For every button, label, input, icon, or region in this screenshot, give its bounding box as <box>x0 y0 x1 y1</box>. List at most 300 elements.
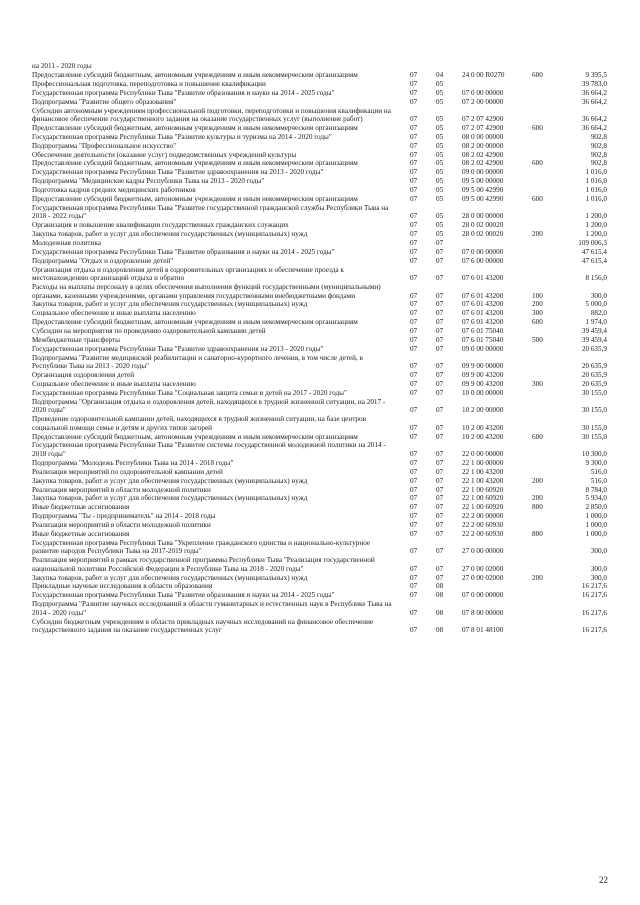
row-target-code: 09 5 00 42990 <box>462 186 504 195</box>
table-row <box>32 62 607 70</box>
row-section: 07 <box>410 221 418 230</box>
row-target-code: 09 0 00 00000 <box>462 168 504 177</box>
table-row <box>32 204 607 221</box>
row-amount: 16 217,6 <box>581 582 607 591</box>
row-name: Закупка товаров, работ и услуг для обеспечения государственных (муниципальных) нужд <box>32 300 308 309</box>
table-row <box>32 71 607 79</box>
row-amount: 36 664,2 <box>581 88 607 97</box>
table-row <box>32 345 607 353</box>
row-section: 07 <box>410 88 418 97</box>
row-name: Социальное обеспечение и иные выплаты населению <box>32 380 196 389</box>
row-name: Подпрограмма "Медицинские кадры Республики Тыва на 2013 - 2020 годы" <box>32 177 265 186</box>
row-amount: 36 664,2 <box>581 97 607 106</box>
row-target-code: 09 0 00 00000 <box>462 345 504 353</box>
row-amount: 1 016,0 <box>585 177 607 186</box>
row-section: 07 <box>410 582 418 591</box>
row-amount: 1 000,0 <box>585 512 607 521</box>
row-amount: 20 635,9 <box>581 362 607 371</box>
row-amount: 5 934,0 <box>585 494 607 503</box>
row-section: 07 <box>410 476 418 485</box>
row-amount: 1 016,0 <box>585 168 607 177</box>
row-subsection: 05 <box>436 186 444 195</box>
row-amount: 47 615,4 <box>581 248 607 257</box>
row-target-code: 27 0 00 02000 <box>462 564 504 573</box>
row-name: Профессиональная подготовка, переподготовка и повышение квалификации <box>32 79 266 88</box>
row-subsection: 07 <box>436 362 444 371</box>
table-row <box>32 503 607 511</box>
row-section: 07 <box>410 485 418 494</box>
row-section: 07 <box>410 547 418 556</box>
row-subsection: 07 <box>436 300 444 309</box>
row-target-code: 28 0 02 00020 <box>462 230 504 239</box>
row-section: 07 <box>410 591 418 600</box>
row-expense-type: 300 <box>532 380 543 389</box>
row-name: Субсидии бюджетным учреждениям в области прикладных научных исследований на финансовое обеспечение государственного задания на оказание государственных услуг <box>32 617 374 634</box>
row-name: Предоставление субсидий бюджетным, автономным учреждениям и иным некоммерческим организациям <box>32 123 358 132</box>
row-expense-type: 200 <box>532 494 543 503</box>
row-subsection: 07 <box>436 485 444 494</box>
row-name: Государственная программа Республики Тыва "Развитие образования и науки на 2014 - 2025 годы" <box>32 248 335 257</box>
row-amount: 902,8 <box>590 159 607 168</box>
row-subsection: 05 <box>436 159 444 168</box>
row-target-code: 09 5 00 00000 <box>462 177 504 186</box>
row-expense-type: 600 <box>532 432 543 441</box>
row-amount: 1 974,0 <box>585 318 607 327</box>
row-amount: 39 459,4 <box>581 336 607 345</box>
table-row <box>32 389 607 397</box>
row-subsection: 05 <box>436 114 444 123</box>
row-expense-type: 200 <box>532 476 543 485</box>
row-name: Предоставление субсидий бюджетным, автономным учреждениям и иным некоммерческим организациям <box>32 432 358 441</box>
row-amount: 1 200,0 <box>585 212 607 221</box>
row-expense-type: 200 <box>532 573 543 582</box>
row-section: 07 <box>410 132 418 141</box>
row-expense-type: 600 <box>532 318 543 327</box>
row-section: 07 <box>410 70 418 79</box>
row-amount: 8 784,0 <box>585 485 607 494</box>
row-amount: 20 635,9 <box>581 345 607 353</box>
table-row <box>32 309 607 317</box>
row-name: Подпрограмма "Развитие общего образования" <box>32 97 177 106</box>
row-expense-type: 600 <box>532 70 543 79</box>
table-row <box>32 618 607 635</box>
row-section: 07 <box>410 186 418 195</box>
budget-table <box>32 62 607 635</box>
row-name: Государственная программа Республики Тыва "Развитие здравоохранения на 2013 - 2020 годы" <box>32 345 324 353</box>
row-target-code: 07 6 01 43200 <box>462 274 504 283</box>
row-target-code: 08 2 02 42900 <box>462 159 504 168</box>
row-target-code: 07 2 07 42900 <box>462 114 504 123</box>
row-amount: 1 000,0 <box>585 530 607 539</box>
table-row <box>32 521 607 529</box>
table-row <box>32 354 607 371</box>
row-subsection: 07 <box>436 256 444 265</box>
row-name: на 2011 - 2020 годы <box>32 62 92 70</box>
row-subsection: 07 <box>436 248 444 257</box>
row-amount: 300,0 <box>590 564 607 573</box>
row-subsection: 07 <box>436 503 444 512</box>
row-amount: 47 615,4 <box>581 256 607 265</box>
row-section: 07 <box>410 564 418 573</box>
table-row <box>32 327 607 335</box>
row-name: Расходы на выплаты персоналу в целях обеспечения выполнения функций государственными (муниципальными) органами, казенными учреждениями, органами управления государственными внебюджетными фондами <box>32 283 381 300</box>
table-row <box>32 336 607 344</box>
row-target-code: 09 5 00 42990 <box>462 195 504 204</box>
row-name: Закупка товаров, работ и услуг для обеспечения государственных (муниципальных) нужд <box>32 476 308 485</box>
row-name: Закупка товаров, работ и услуг для обеспечения государственных (муниципальных) нужд <box>32 494 308 503</box>
row-name: Государственная программа Республики Тыва "Развитие образования и науки на 2014 - 2025 годы" <box>32 88 335 97</box>
row-section: 07 <box>410 248 418 257</box>
row-subsection: 07 <box>436 239 444 248</box>
table-row <box>32 591 607 599</box>
table-row <box>32 468 607 476</box>
table-row <box>32 89 607 97</box>
row-section: 07 <box>410 573 418 582</box>
row-amount: 39 783,0 <box>581 79 607 88</box>
row-target-code: 22 1 00 60920 <box>462 494 504 503</box>
row-name: Предоставление субсидий бюджетным, автономным учреждениям и иным некоммерческим организациям <box>32 70 358 79</box>
row-amount: 516,0 <box>590 467 607 476</box>
row-section: 07 <box>410 177 418 186</box>
row-amount: 300,0 <box>590 547 607 556</box>
row-name: Организация отдыха и оздоровления детей в оздоровительных организациях и обеспечение проезда к местонахождению организаций отдыха и обратно <box>32 265 344 283</box>
row-subsection: 05 <box>436 221 444 230</box>
row-target-code: 07 6 00 00000 <box>462 256 504 265</box>
page-number: 22 <box>599 875 608 885</box>
table-row <box>32 494 607 502</box>
row-subsection: 07 <box>436 274 444 283</box>
row-amount: 1 200,0 <box>585 221 607 230</box>
table-row <box>32 80 607 88</box>
row-subsection: 05 <box>436 79 444 88</box>
row-target-code: 28 0 02 00020 <box>462 221 504 230</box>
row-name: Государственная программа Республики Тыва "Развитие образования и науки на 2014 - 2025 годы" <box>32 591 335 600</box>
row-target-code: 22 1 00 43200 <box>462 467 504 476</box>
row-subsection: 07 <box>436 318 444 327</box>
row-target-code: 07 6 01 43200 <box>462 309 504 318</box>
table-row <box>32 248 607 256</box>
row-subsection: 05 <box>436 123 444 132</box>
row-name: Организация и повышение квалификации государственных гражданских служащих <box>32 221 289 230</box>
row-section: 07 <box>410 512 418 521</box>
row-subsection: 05 <box>436 141 444 150</box>
row-subsection: 07 <box>436 432 444 441</box>
row-subsection: 05 <box>436 132 444 141</box>
row-section: 07 <box>410 432 418 441</box>
row-subsection: 07 <box>436 371 444 380</box>
row-expense-type: 600 <box>532 195 543 204</box>
row-subsection: 07 <box>436 291 444 300</box>
row-amount: 30 155,0 <box>581 423 607 432</box>
row-subsection: 07 <box>436 458 444 467</box>
row-target-code: 09 9 00 43200 <box>462 380 504 389</box>
row-name: Обеспечение деятельности (оказание услуг) подведомственных учреждений культуры <box>32 150 297 159</box>
row-section: 07 <box>410 449 418 458</box>
row-section: 07 <box>410 530 418 539</box>
row-subsection: 05 <box>436 177 444 186</box>
row-section: 07 <box>410 300 418 309</box>
row-name: Социальное обеспечение и иные выплаты населению <box>32 309 196 318</box>
row-amount: 36 664,2 <box>581 114 607 123</box>
row-target-code: 07 2 07 42900 <box>462 123 504 132</box>
table-row <box>32 398 607 415</box>
table-row <box>32 380 607 388</box>
row-amount: 16 217,6 <box>581 608 607 617</box>
row-target-code: 07 8 01 48100 <box>462 626 504 634</box>
row-section: 07 <box>410 274 418 283</box>
row-name: Реализация мероприятий в области молодежной политики <box>32 485 211 494</box>
row-amount: 16 217,6 <box>581 626 607 634</box>
row-target-code: 07 6 01 75040 <box>462 336 504 345</box>
row-name: Подпрограмма "Организация отдыха и оздоровления детей, находящихся в трудной жизненной ситуации, на 2017 - 2020 годы" <box>32 397 386 415</box>
row-name: Подпрограмма "Профессиональное искусство" <box>32 141 177 150</box>
row-target-code: 24 0 00 R0270 <box>462 70 505 79</box>
row-subsection: 07 <box>436 512 444 521</box>
row-name: Субсидии автономным учреждениям профессиональной подготовки, переподготовки и повышения квалификации на финансовое обеспечение государственного задания на оказание государственных услуг (выполнение работ) <box>32 106 391 123</box>
row-subsection: 05 <box>436 88 444 97</box>
row-subsection: 04 <box>436 70 444 79</box>
row-amount: 9 300,0 <box>585 458 607 467</box>
row-section: 07 <box>410 230 418 239</box>
row-amount: 30 155,0 <box>581 406 607 415</box>
row-target-code: 22 1 00 43200 <box>462 476 504 485</box>
row-subsection: 07 <box>436 530 444 539</box>
row-subsection: 07 <box>436 380 444 389</box>
row-section: 07 <box>410 458 418 467</box>
table-row <box>32 257 607 265</box>
row-section: 07 <box>410 168 418 177</box>
row-subsection: 07 <box>436 573 444 582</box>
table-row <box>32 159 607 167</box>
table-row <box>32 415 607 432</box>
row-section: 07 <box>410 626 418 634</box>
row-subsection: 08 <box>436 626 444 634</box>
row-subsection: 07 <box>436 467 444 476</box>
row-target-code: 10 2 00 43200 <box>462 423 504 432</box>
table-row <box>32 512 607 520</box>
row-expense-type: 800 <box>532 503 543 512</box>
row-section: 07 <box>410 362 418 371</box>
table-row <box>32 168 607 176</box>
row-name: Государственная программа Республики Тыва "Развитие культуры и туризма на 2014 - 2020 годы" <box>32 132 332 141</box>
table-row <box>32 151 607 159</box>
row-section: 07 <box>410 309 418 318</box>
row-target-code: 09 9 00 00000 <box>462 362 504 371</box>
row-target-code: 22 2 00 60930 <box>462 530 504 539</box>
row-subsection: 05 <box>436 168 444 177</box>
table-row <box>32 459 607 467</box>
row-target-code: 09 9 00 43200 <box>462 371 504 380</box>
row-section: 07 <box>410 503 418 512</box>
row-target-code: 08 0 00 00000 <box>462 132 504 141</box>
row-subsection: 05 <box>436 195 444 204</box>
row-target-code: 08 2 00 00000 <box>462 141 504 150</box>
row-section: 07 <box>410 123 418 132</box>
row-name: Реализация мероприятий по оздоровительной кампании детей <box>32 467 223 476</box>
table-row <box>32 371 607 379</box>
row-amount: 2 850,0 <box>585 503 607 512</box>
table-row <box>32 221 607 229</box>
row-name: Подпрограмма "Отдых и оздоровление детей" <box>32 256 174 265</box>
row-section: 07 <box>410 423 418 432</box>
row-subsection: 07 <box>436 345 444 353</box>
row-amount: 20 635,9 <box>581 380 607 389</box>
table-row <box>32 574 607 582</box>
row-section: 07 <box>410 389 418 398</box>
row-name: Реализация мероприятий в рамках государственной программы Республики Тыва "Реализация государственной национальной политики Российской Федерации в Республике Тыва на 2018 - 2020 годы" <box>32 556 375 573</box>
row-name: Государственная программа Республики Тыва "Социальная защита семьи и детей на 2017 - 2020 годы" <box>32 389 347 398</box>
row-target-code: 22 0 00 00000 <box>462 449 504 458</box>
row-name: Предоставление субсидий бюджетным, автономным учреждениям и иным некоммерческим организациям <box>32 318 358 327</box>
row-name: Иные бюджетные ассигнования <box>32 503 130 512</box>
row-name: Подпрограмма "Молодежь Республики Тыва на 2014 - 2018 годы" <box>32 458 234 467</box>
row-subsection: 07 <box>436 406 444 415</box>
row-subsection: 07 <box>436 547 444 556</box>
row-expense-type: 100 <box>532 291 543 300</box>
row-target-code: 07 6 01 75040 <box>462 327 504 336</box>
row-name: Предоставление субсидий бюджетным, автономным учреждениям и иным некоммерческим организациям <box>32 159 358 168</box>
row-section: 07 <box>410 150 418 159</box>
row-amount: 8 156,0 <box>585 274 607 283</box>
row-subsection: 07 <box>436 309 444 318</box>
row-expense-type: 600 <box>532 123 543 132</box>
row-subsection: 05 <box>436 212 444 221</box>
row-target-code: 22 1 00 60920 <box>462 503 504 512</box>
row-subsection: 07 <box>436 476 444 485</box>
row-name: Государственная программа Республики Тыва "Развитие государственной гражданской службы Республики Тыва на 2018 - 2022 годы" <box>32 204 389 221</box>
row-target-code: 07 0 00 00000 <box>462 248 504 257</box>
row-section: 07 <box>410 336 418 345</box>
table-row <box>32 177 607 185</box>
row-name: Организация оздоровления детей <box>32 371 135 380</box>
row-target-code: 22 2 00 60930 <box>462 521 504 530</box>
table-row <box>32 433 607 441</box>
table-row <box>32 582 607 590</box>
row-amount: 16 217,6 <box>581 591 607 600</box>
row-amount: 300,0 <box>590 291 607 300</box>
row-expense-type: 500 <box>532 336 543 345</box>
row-amount: 9 395,5 <box>585 70 607 79</box>
row-name: Субсидии на мероприятия по проведению оздоровительной кампании детей <box>32 327 266 336</box>
row-subsection: 07 <box>436 564 444 573</box>
row-name: Подпрограмма "Ты - предприниматель" на 2014 - 2018 годы <box>32 512 216 521</box>
table-row <box>32 441 607 458</box>
row-amount: 10 300,0 <box>581 449 607 458</box>
row-target-code: 08 2 02 42900 <box>462 150 504 159</box>
row-amount: 1 016,0 <box>585 195 607 204</box>
row-amount: 1 200,0 <box>585 230 607 239</box>
row-name: Подпрограмма "Развитие научных исследований в области гуманитарных и естественных наук в Республике Тыва на 2014 - 2020 годы" <box>32 600 392 617</box>
row-subsection: 05 <box>436 97 444 106</box>
table-row <box>32 133 607 141</box>
row-name: Иные бюджетные ассигнования <box>32 530 130 539</box>
row-amount: 1 000,0 <box>585 521 607 530</box>
table-row <box>32 239 607 247</box>
row-target-code: 07 6 01 43200 <box>462 318 504 327</box>
row-amount: 20 635,9 <box>581 371 607 380</box>
table-row <box>32 186 607 194</box>
row-amount: 516,0 <box>590 476 607 485</box>
row-section: 07 <box>410 97 418 106</box>
table-row <box>32 142 607 150</box>
table-row <box>32 556 607 573</box>
table-row <box>32 98 607 106</box>
row-target-code: 22 2 00 00000 <box>462 512 504 521</box>
table-row <box>32 530 607 538</box>
table-row <box>32 300 607 308</box>
row-section: 07 <box>410 141 418 150</box>
table-row <box>32 486 607 494</box>
row-subsection: 07 <box>436 521 444 530</box>
row-section: 07 <box>410 114 418 123</box>
row-section: 07 <box>410 239 418 248</box>
row-subsection: 05 <box>436 150 444 159</box>
row-expense-type: 200 <box>532 300 543 309</box>
row-subsection: 08 <box>436 591 444 600</box>
row-target-code: 27 0 00 00000 <box>462 547 504 556</box>
row-subsection: 05 <box>436 230 444 239</box>
row-name: Подпрограмма "Развитие медицинской реабилитации и санаторно-курортного лечения, в том числе детей, в Республике Тыва на 2013 - 2020 годы" <box>32 353 363 371</box>
row-amount: 109 006,3 <box>578 239 607 248</box>
row-target-code: 22 1 00 60920 <box>462 485 504 494</box>
table-row <box>32 283 607 300</box>
row-section: 07 <box>410 79 418 88</box>
row-name: Государственная программа Республики Тыва "Развитие здравоохранения на 2013 - 2020 годы" <box>32 168 324 177</box>
table-row <box>32 230 607 238</box>
row-subsection: 07 <box>436 389 444 398</box>
row-target-code: 07 2 00 00000 <box>462 97 504 106</box>
row-section: 07 <box>410 195 418 204</box>
table-row <box>32 477 607 485</box>
row-target-code: 07 6 01 43200 <box>462 291 504 300</box>
table-row <box>32 124 607 132</box>
row-section: 07 <box>410 467 418 476</box>
row-section: 07 <box>410 159 418 168</box>
row-name: Межбюджетные трансферты <box>32 336 120 345</box>
row-name: Прикладные научные исследования в области образования <box>32 582 213 591</box>
row-name: Предоставление субсидий бюджетным, автономным учреждениям и иным некоммерческим организациям <box>32 195 358 204</box>
row-target-code: 07 6 01 43200 <box>462 300 504 309</box>
row-section: 07 <box>410 327 418 336</box>
row-section: 07 <box>410 371 418 380</box>
row-name: Проведение оздоровительной кампании детей, находящихся в трудной жизненной ситуации, на базе центров социальной помощи семье и детям и других типов загорей <box>32 415 367 432</box>
row-amount: 5 000,0 <box>585 300 607 309</box>
row-amount: 902,8 <box>590 132 607 141</box>
row-amount: 36 664,2 <box>581 123 607 132</box>
row-name: Реализация мероприятий в области молодежной политики <box>32 521 211 530</box>
row-section: 07 <box>410 494 418 503</box>
row-target-code: 22 1 00 00000 <box>462 458 504 467</box>
row-subsection: 08 <box>436 582 444 591</box>
table-row <box>32 539 607 556</box>
row-expense-type: 800 <box>532 530 543 539</box>
table-row <box>32 107 607 124</box>
row-section: 07 <box>410 291 418 300</box>
row-expense-type: 600 <box>532 159 543 168</box>
row-amount: 300,0 <box>590 573 607 582</box>
row-amount: 30 155,0 <box>581 432 607 441</box>
row-expense-type: 300 <box>532 309 543 318</box>
row-subsection: 08 <box>436 608 444 617</box>
row-section: 07 <box>410 345 418 353</box>
row-expense-type: 200 <box>532 230 543 239</box>
row-section: 07 <box>410 212 418 221</box>
row-section: 07 <box>410 380 418 389</box>
row-subsection: 07 <box>436 423 444 432</box>
row-name: Государственная программа Республики Тыва "Развитие системы государственной молодежной политики на 2014 - 2018 годы" <box>32 441 386 458</box>
row-target-code: 27 0 00 02000 <box>462 573 504 582</box>
row-amount: 39 459,4 <box>581 327 607 336</box>
